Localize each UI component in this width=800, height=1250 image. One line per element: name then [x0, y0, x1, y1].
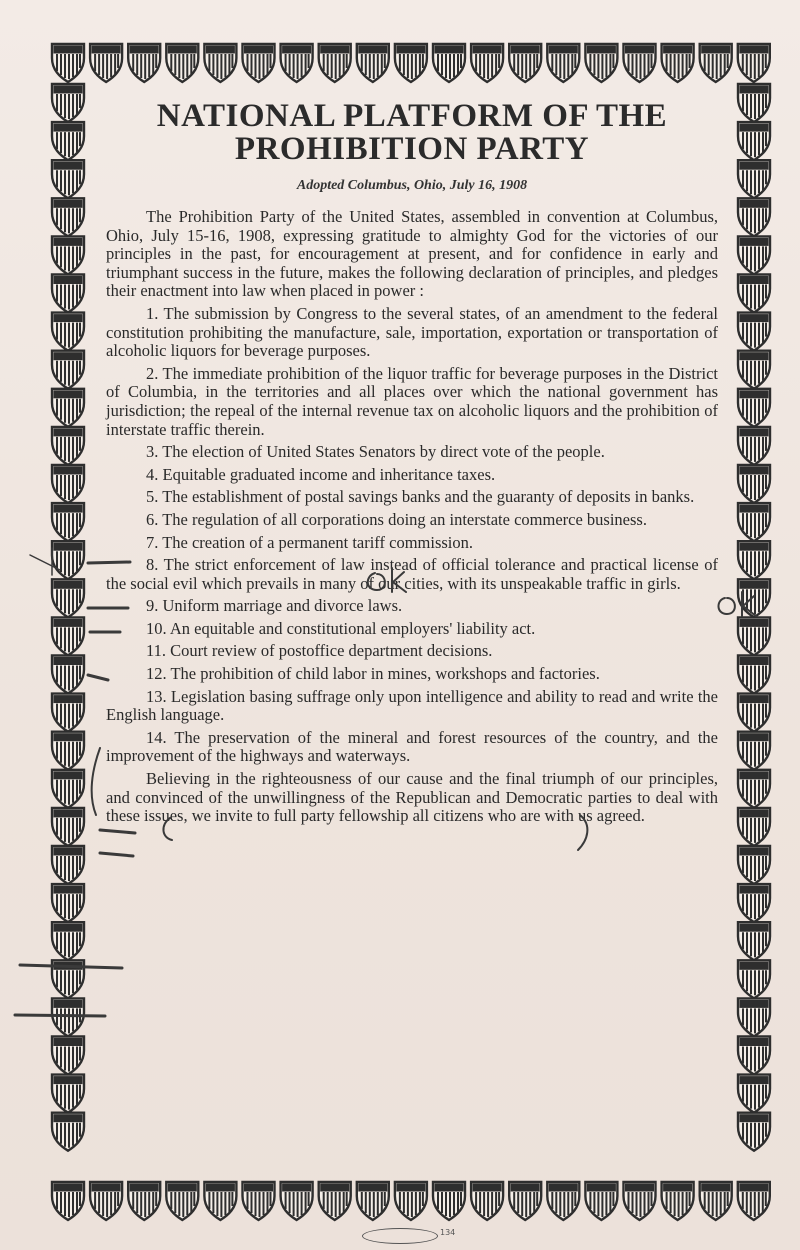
shield-icon: [738, 313, 770, 351]
shield-icon: [738, 351, 770, 389]
plank-2: 2. The immediate prohibition of the liquor traffic for beverage purposes in the District of Columbia, in the territories and all places over which the national government has jurisdiction; the repeal of the internal revenue tax on alcoholic liquors and the prohibition of interstate traffic therein.: [106, 363, 718, 439]
shield-icon: [52, 313, 84, 351]
shield-icon: [52, 617, 84, 655]
closing-paragraph: Believing in the righteousness of our cause and the final triumph of our principles, and convinced of the unwillingness of the Republican and Democratic parties to deal with these issues, we invite to full party fellowship all citizens who are with us agreed.: [106, 769, 718, 826]
shield-icon: [243, 44, 275, 82]
shield-icon: [166, 44, 198, 82]
shield-icon: [738, 198, 770, 236]
shield-icon: [128, 1182, 160, 1220]
shield-icon: [52, 465, 84, 503]
shield-icon: [52, 44, 84, 82]
shield-icon: [471, 1182, 503, 1220]
shield-icon: [166, 1182, 198, 1220]
shield-icon: [738, 846, 770, 884]
shield-icon: [52, 198, 84, 236]
shield-icon: [52, 846, 84, 884]
shield-icon: [204, 1182, 236, 1220]
shield-icon: [585, 1182, 617, 1220]
shield-icon: [52, 1037, 84, 1075]
shield-icon: [738, 44, 770, 82]
shield-icon: [738, 770, 770, 808]
shield-icon: [738, 503, 770, 541]
shield-icon: [128, 44, 160, 82]
shield-icon: [662, 1182, 694, 1220]
shield-icon: [52, 275, 84, 313]
shield-icon: [738, 84, 770, 122]
plank-4: 4. Equitable graduated income and inheritance taxes.: [146, 464, 496, 484]
shield-icon: [738, 884, 770, 922]
shield-icon: [509, 1182, 541, 1220]
shield-icon: [52, 236, 84, 274]
shield-icon: [90, 44, 122, 82]
plank-12: 12. The prohibition of child labor in mines, workshops and factories.: [146, 664, 600, 684]
plank-14: 14. The preservation of the mineral and forest resources of the country, and the improvement of the highways and waterways.: [106, 727, 718, 766]
shield-icon: [319, 1182, 351, 1220]
plank-9: 9. Uniform marriage and divorce laws.: [146, 596, 403, 616]
shield-icon: [395, 1182, 427, 1220]
shield-icon: [52, 1182, 84, 1220]
shield-icon: [52, 770, 84, 808]
shield-icon: [738, 389, 770, 427]
shield-icon: [52, 160, 84, 198]
shield-icon: [52, 389, 84, 427]
shield-icon: [738, 1113, 770, 1151]
title: [106, 100, 718, 166]
shield-icon: [471, 44, 503, 82]
shield-icon: [700, 44, 732, 82]
plank-3: 3. The election of United States Senators by direct vote of the people.: [146, 442, 605, 462]
print-number: 134: [440, 1228, 456, 1237]
plank-7: 7. The creation of a permanent tariff commission.: [146, 532, 473, 552]
shield-icon: [738, 808, 770, 846]
shield-icon: [52, 84, 84, 122]
shield-icon: [738, 694, 770, 732]
platform-text: [106, 100, 718, 830]
shield-icon: [433, 1182, 465, 1220]
printer-union-logo: [362, 1228, 438, 1244]
shield-icon: [738, 122, 770, 160]
shield-icon: [738, 732, 770, 770]
shield-icon: [738, 1182, 770, 1220]
shield-icon: [52, 579, 84, 617]
shield-icon: [585, 44, 617, 82]
shield-icon: [52, 351, 84, 389]
shield-icon: [395, 44, 427, 82]
shield-icon: [52, 732, 84, 770]
shield-icon: [204, 44, 236, 82]
subtitle: Adopted Columbus, Ohio, July 16, 1908: [296, 178, 528, 193]
shield-icon: [624, 1182, 656, 1220]
shield-icon: [738, 236, 770, 274]
shield-icon: [319, 44, 351, 82]
shield-icon: [281, 1182, 313, 1220]
title-line-2: PROHIBITION PARTY: [234, 131, 590, 167]
shield-icon: [52, 998, 84, 1036]
shield-icon: [243, 1182, 275, 1220]
shield-icon: [547, 1182, 579, 1220]
shield-icon: [90, 1182, 122, 1220]
shield-icon: [52, 694, 84, 732]
shield-icon: [52, 1113, 84, 1151]
plank-10: 10. An equitable and constitutional employers' liability act.: [146, 618, 536, 638]
shield-icon: [52, 960, 84, 998]
preamble: The Prohibition Party of the United States, assembled in convention at Columbus, Ohio, July 15-16, 1908, expressing gratitude to almighty God for the victories of our principles in the past, for encouragement at present, and for confidence in early and triumphant success in the future, makes the following declaration of principles, and pledges their enactment into law when placed in power :: [106, 207, 718, 301]
shield-icon: [52, 884, 84, 922]
plank-11: 11. Court review of postoffice department decisions.: [146, 641, 493, 661]
shield-icon: [738, 1037, 770, 1075]
shield-icon: [738, 465, 770, 503]
shield-icon: [52, 922, 84, 960]
shield-icon: [738, 1075, 770, 1113]
shield-icon: [509, 44, 541, 82]
shield-icon: [357, 44, 389, 82]
shield-icon: [433, 44, 465, 82]
shield-icon: [738, 617, 770, 655]
shield-icon: [547, 44, 579, 82]
shield-icon: [738, 656, 770, 694]
shield-icon: [738, 998, 770, 1036]
shield-icon: [52, 1075, 84, 1113]
shield-icon: [738, 541, 770, 579]
shield-icon: [52, 656, 84, 694]
plank-13: 13. Legislation basing suffrage only upon intelligence and ability to read and write the English language.: [106, 686, 718, 725]
shield-icon: [738, 160, 770, 198]
shield-icon: [738, 960, 770, 998]
shield-icon: [52, 541, 84, 579]
shield-icon: [357, 1182, 389, 1220]
shield-icon: [662, 44, 694, 82]
shield-icon: [738, 275, 770, 313]
shield-icon: [624, 44, 656, 82]
shield-icon: [738, 427, 770, 465]
shield-icon: [700, 1182, 732, 1220]
plank-5: 5. The establishment of postal savings banks and the guaranty of deposits in banks.: [146, 487, 695, 507]
shield-icon: [52, 503, 84, 541]
shield-icon: [281, 44, 313, 82]
title-line-1: NATIONAL PLATFORM OF THE: [156, 98, 668, 134]
plank-6: 6. The regulation of all corporations doing an interstate commerce business.: [146, 509, 647, 529]
shield-icon: [52, 427, 84, 465]
shield-icon: [738, 922, 770, 960]
plank-8: 8. The strict enforcement of law instead of official tolerance and practical license of the social evil which prevails in many of our cities, with its unspeakable traffic in girls.: [106, 555, 718, 593]
shield-icon: [52, 808, 84, 846]
shield-icon: [738, 579, 770, 617]
plank-1: 1. The submission by Congress to the several states, of an amendment to the federal constitution prohibiting the manufacture, sale, importation, exportation or transportation of alcoholic liquors for beverage purposes.: [106, 303, 718, 361]
shield-icon: [52, 122, 84, 160]
